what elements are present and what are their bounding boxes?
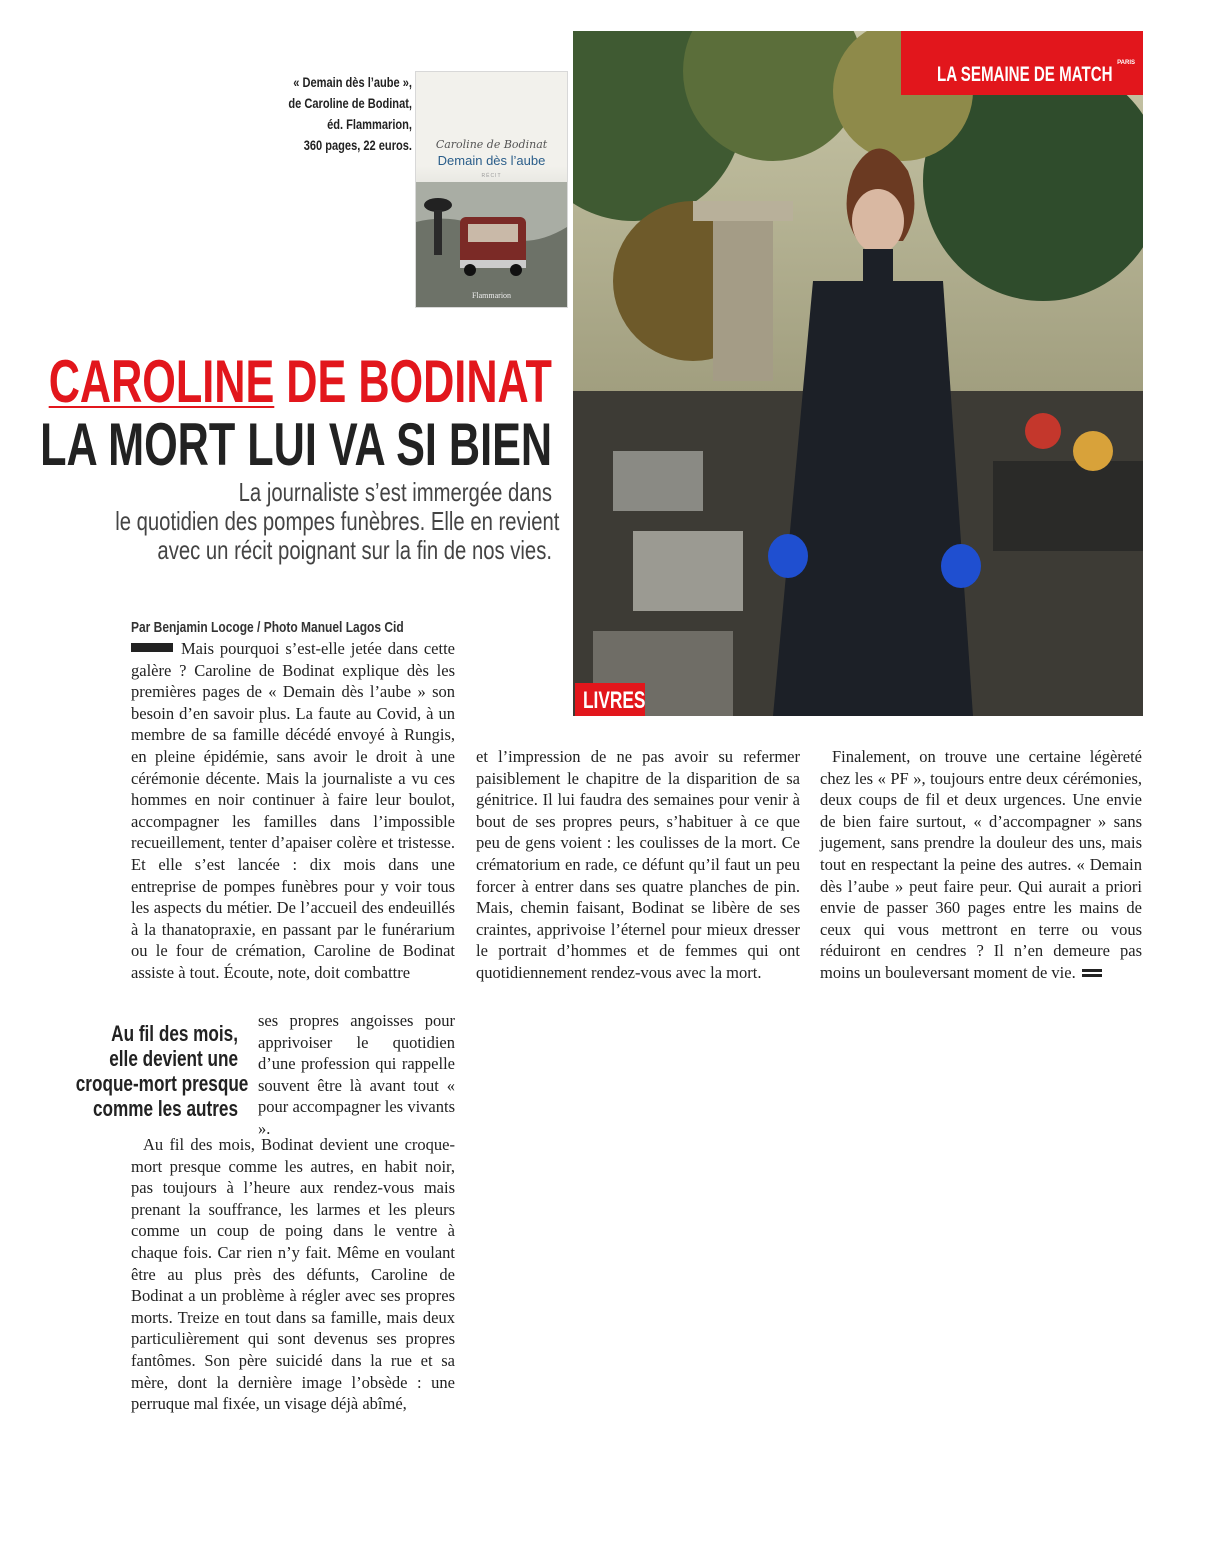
cemetery-portrait-illustration <box>573 31 1143 716</box>
book-caption <box>271 72 412 156</box>
pull-quote-line: Au fil des mois, <box>111 1021 238 1046</box>
article-text: Au fil des mois, Bodinat devient une croque-mort presque comme les autres, en habit noir, pas toujours à l’heure aux rendez-vous mais prenant la souffrance, les larmes et les pleurs comme un coup de poing dans le ventre à chaque fois. Car rien n’y fait. Même en voulant être au plus près des défunts, Caroline de Bodinat a un problème à régler avec ses propres morts. Treize en tout dans sa famille, mais deux particulièrement qui sont devenus ses propres fantômes. Son père suicidé dans la rue et sa mère, dont la dernière image l’obsède : une perruque mal fixée, un visage déjà abîmé, <box>131 1135 455 1414</box>
article-column-2 <box>476 746 800 984</box>
brand-banner <box>901 31 1143 95</box>
section-tag <box>575 683 645 716</box>
pull-quote-line: comme les autres <box>93 1096 238 1121</box>
portrait-photo <box>573 31 1143 716</box>
brand-logo: LA SEMAINE DE MATCH <box>937 63 1113 86</box>
book-author: Caroline de Bodinat <box>435 138 548 151</box>
standfirst <box>115 477 560 565</box>
book-cover <box>416 72 567 307</box>
pull-quote-line: croque-mort presque <box>75 1071 249 1096</box>
article-text: Finalement, on trouve une certaine légèreté chez les « PF », toujours entre deux cérémonies, deux coups de fil et deux urgences. Une envie de bien faire surtout, « d’accompagner » sans jugement, sans prendre la douleur des uns, mais tout en respectant la peine des autres. « Demain dès l’aube » peut faire peur. Qui aurait a priori envie de passer 360 pages entre les mains de ceux qui vous mettront en terre ou vous réduiront en cendres ? Il n’en demeure pas moins un bouleversant moment de vie. <box>820 747 1142 982</box>
article-column-1-continued <box>131 1134 455 1415</box>
book-cover-illustration <box>416 72 567 307</box>
article-column-1-wrap <box>258 1010 455 1140</box>
caption-line: « Demain dès l’aube », <box>293 75 412 90</box>
caption-line: de Caroline de Bodinat, <box>288 96 412 111</box>
headline-title: LA MORT LUI VA SI BIEN <box>40 411 552 478</box>
article-text: Mais pourquoi s’est-elle jetée dans cette galère ? Caroline de Bodinat explique dès les premières pages de « Demain dès l’aube » son besoin d’en savoir plus. La faute au Covid, à un membre de sa famille décédé envoyé à Rungis, en pleine épidémie, sans avoir le droit à une cérémonie décente. Mais la journaliste a vu ces hommes en noir continuer à faire leur boulot, accompagner les familles dans l’impossible recueillement, tenter d’apaiser colère et tristesse. Et elle s’est lancée : dix mois dans une entreprise de pompes funèbres pour y voir tous les aspects du métier. De l’accueil des endeuillés à la thanatopraxie, en passant par le funérarium ou le four de crémation, Caroline de Bodinat assiste à tout. Écoute, note, doit combattre <box>131 639 455 982</box>
standfirst-line: La journaliste s’est immergée dans <box>238 477 553 507</box>
book-publisher: Flammarion <box>471 291 512 300</box>
caption-line: éd. Flammarion, <box>327 117 412 132</box>
book-title: Demain dès l’aube <box>437 153 546 168</box>
pull-quote <box>75 1021 249 1121</box>
pull-quote-line: elle devient une <box>109 1046 239 1071</box>
headline-name-first: CAROLINE <box>48 348 275 415</box>
article-text: ses propres angoisses pour apprivoiser le quotidien d’une profession qui rappelle souvent être là avant tout « pour accompagner les vivants ». <box>258 1011 455 1138</box>
standfirst-line: le quotidien des pompes funèbres. Elle en revient <box>115 506 560 536</box>
article-column-1 <box>131 638 455 984</box>
brand-paris-label: PARIS <box>1117 60 1135 66</box>
book-genre: RÉCIT <box>481 173 502 179</box>
paragraph-start-bar <box>131 643 173 652</box>
article-text: et l’impression de ne pas avoir su refermer paisiblement le chapitre de la disparition de sa génitrice. Il lui faudra des semaines pour venir à bout de ses propres peurs, s’habituer à ce que peu de gens voient : les coulisses de la mort. Ce crématorium en rade, ce défunt qu’il faut un peu forcer à entrer dans ses quatre planches de pin. Mais, chemin faisant, Bodinat se libère de ses craintes, apprivoise l’éternel pour mieux dresser le portrait d’hommes et de femmes qui ont quotidiennement rendez-vous avec la mort. <box>476 747 800 982</box>
byline: Par Benjamin Locoge / Photo Manuel Lagos Cid <box>131 619 404 636</box>
article-column-3 <box>820 746 1142 984</box>
caption-line: 360 pages, 22 euros. <box>303 138 412 153</box>
section-tag-label: LIVRES <box>583 687 646 714</box>
headline-name <box>48 348 552 415</box>
standfirst-line: avec un récit poignant sur la fin de nos vies. <box>157 535 553 565</box>
headline-name-rest: DE BODINAT <box>274 348 552 415</box>
end-of-article-mark <box>1082 969 1102 979</box>
